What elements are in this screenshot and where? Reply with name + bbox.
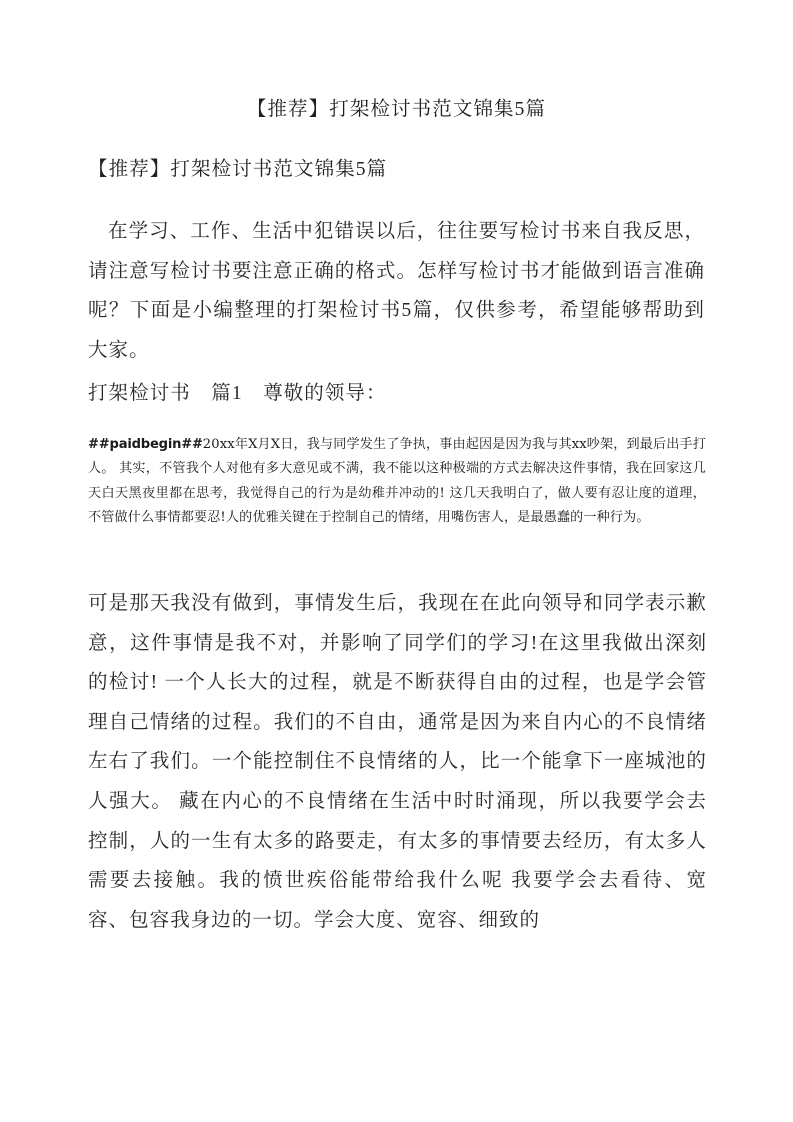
section-heading: 打架检讨书 篇1 尊敬的领导： xyxy=(88,383,387,404)
small-paragraph-text: 20xx年X月X日，我与同学发生了争执，事由起因是因为我与其xx吵架，到最后出手打人。 其实，不管我个人对他有多大意见或不满，我不能以这种极端的方式去解决这件事情，我在回家这几天白天黑夜里都在思考，我觉得自己的行为是幼稚并冲动的! 这几天我明白了，做人要有忍让度的道理，不管做什么事情都要忍!人的优雅关键在于控制自己的情绪，用嘴伤害人，是最愚蠢的一种行为。 xyxy=(88,437,706,526)
document-subtitle: 【推荐】打架检讨书范文锦集5篇 xyxy=(88,159,388,180)
small-note-paragraph xyxy=(88,433,706,531)
page-title: 【推荐】打架检讨书范文锦集5篇 xyxy=(246,99,547,120)
main-body-paragraph: 可是那天我没有做到，事情发生后，我现在在此向领导和同学表示歉意，这件事情是我不对，并影响了同学们的学习!在这里我做出深刻的检讨! 一个人长大的过程，就是不断获得自由的过程，也是学会管理自己情绪的过程。我们的不自由，通常是因为来自内心的不良情绪左右了我们。一个能控制住不良情绪的人，比一个能拿下一座城池的人强大。 藏在内心的不良情绪在生活中时时涌现，所以我要学会去控制，人的一生有太多的路要走，有太多的事情要去经历，有太多人需要去接触。我的愤世疾俗能带给我什么呢 我要学会去看待、宽容、包容我身边的一切。学会大度、宽容、细致的 xyxy=(88,593,707,931)
intro-paragraph: 在学习、工作、生活中犯错误以后，往往要写检讨书来自我反思，请注意写检讨书要注意正确的格式。怎样写检讨书才能做到语言准确呢？下面是小编整理的打架检讨书5篇，仅供参考，希望能够帮助到大家。 xyxy=(88,221,705,361)
paid-begin-marker: ##paidbegin## xyxy=(88,437,203,452)
